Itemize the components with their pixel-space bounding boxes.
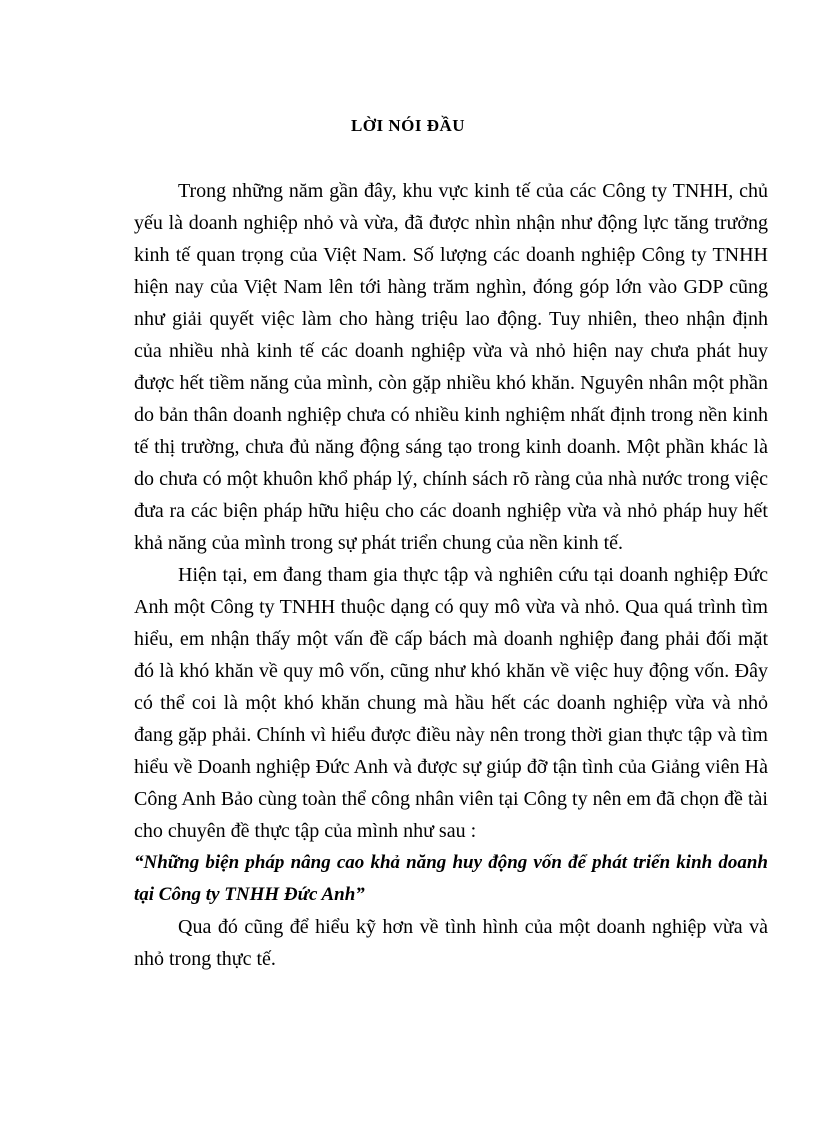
page-title: LỜI NÓI ĐẦU bbox=[350, 116, 466, 135]
document-body bbox=[134, 175, 768, 975]
paragraph-closing: Qua đó cũng để hiểu kỹ hơn về tình hình của một doanh nghiệp vừa và nhỏ trong thực tế. bbox=[134, 916, 768, 970]
paragraph-intro: Trong những năm gần đây, khu vực kinh tế của các Công ty TNHH, chủ yếu là doanh nghiệp nhỏ và vừa, đã được nhìn nhận như động lực tăng trưởng kinh tế quan trọng của Việt Nam. Số lượng các doanh nghiệp Công ty TNHH hiện nay của Việt Nam lên tới hàng trăm nghìn, đóng góp lớn vào GDP cũng như giải quyết việc làm cho hàng triệu lao động. Tuy nhiên, theo nhận định của nhiều nhà kinh tế các doanh nghiệp vừa và nhỏ hiện nay chưa phát huy được hết tiềm năng của mình, còn gặp nhiều khó khăn. Nguyên nhân một phần do bản thân doanh nghiệp chưa có nhiều kinh nghiệm nhất định trong nền kinh tế thị trường, chưa đủ năng động sáng tạo trong kinh doanh. Một phần khác là do chưa có một khuôn khổ pháp lý, chính sách rõ ràng của nhà nước trong việc đưa ra các biện pháp hữu hiệu cho các doanh nghiệp vừa và nhỏ pháp huy hết khả năng của mình trong sự phát triển chung của nền kinh tế. bbox=[134, 180, 768, 554]
topic-title: “Những biện pháp nâng cao khả năng huy động vốn để phát triển kinh doanh tại Công ty TNHH Đức Anh” bbox=[134, 852, 768, 905]
paragraph-internship: Hiện tại, em đang tham gia thực tập và nghiên cứu tại doanh nghiệp Đức Anh một Công ty TNHH thuộc dạng có quy mô vừa và nhỏ. Qua quá trình tìm hiểu, em nhận thấy một vấn đề cấp bách mà doanh nghiệp đang phải đối mặt đó là khó khăn về quy mô vốn, cũng như khó khăn về việc huy động vốn. Đây có thể coi là một khó khăn chung mà hầu hết các doanh nghiệp vừa và nhỏ đang gặp phải. Chính vì hiểu được điều này nên trong thời gian thực tập và tìm hiểu về Doanh nghiệp Đức Anh và được sự giúp đỡ tận tình của Giảng viên Hà Công Anh Bảo cùng toàn thể công nhân viên tại Công ty nên em đã chọn đề tài cho chuyên đề thực tập của mình như sau : bbox=[134, 564, 768, 842]
